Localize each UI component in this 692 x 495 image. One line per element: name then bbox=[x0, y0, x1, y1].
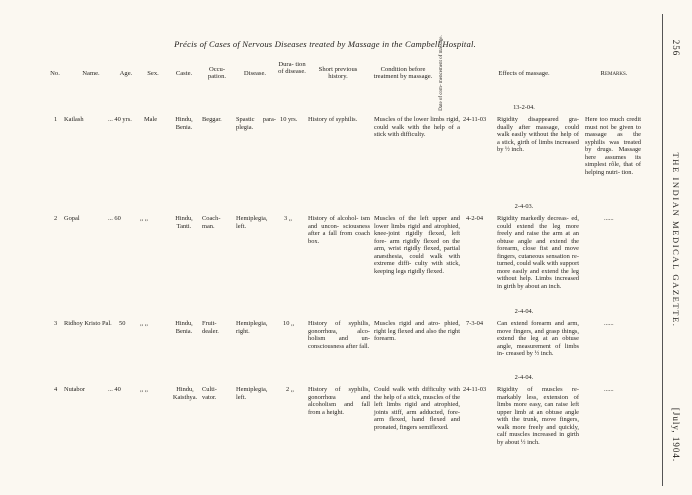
header-name: Name. bbox=[82, 70, 100, 77]
row-3-duration: 10 ,, bbox=[283, 320, 295, 327]
header-history: Short previous history. bbox=[318, 66, 358, 81]
header-caste: Caste. bbox=[175, 70, 193, 77]
row-2-remarks: ...... bbox=[604, 215, 614, 222]
row-4-sex: ,, ,, bbox=[140, 386, 148, 393]
row-1-duration: 10 yrs. bbox=[280, 116, 298, 123]
header-disease: Disease. bbox=[243, 70, 267, 77]
row-1-caste: Hindu, Benia. bbox=[175, 116, 193, 131]
row-1-effects: Rigidity disappeared gra- dually after massage, could walk easily without the help of a stick, girth of limbs increased by ½ inch. bbox=[497, 116, 579, 153]
page-number-wrap bbox=[670, 38, 682, 58]
header-age: Age. bbox=[119, 70, 133, 77]
row-2-name: Gopal bbox=[64, 215, 80, 222]
row-2-effects: Rigidity markedly decreas- ed, could extend the leg more freely and raise the arm at an obtuse angle and extend the forearm, close fist and move fingers, cutaneous sensation re- turned, could walk with support more easily and extend the leg without help. Limbs increased in girth by about an inch. bbox=[497, 215, 579, 290]
header-sex: Sex. bbox=[147, 70, 159, 77]
row-3-caste: Hindu, Benia. bbox=[175, 320, 193, 335]
row-1-condition: Muscles of the lower limbs rigid, could walk with the help of a stick with difficulty. bbox=[374, 116, 460, 138]
row-2-age: ... 60 bbox=[108, 215, 121, 222]
row-1-age: ... 40 yrs. bbox=[108, 116, 132, 123]
row-2-condition: Muscles of the left upper and lower limbs rigid and atrophied, knee-joint rigidly flexed, left fore- arm rigidly flexed on the arm, wrist rigidly flexed, partial anæsthesia, could walk with extreme diffi- culty with stick, keeping legs rigidly flexed. bbox=[374, 215, 460, 275]
header-no: No. bbox=[50, 70, 60, 77]
side-rule bbox=[662, 14, 663, 486]
row-4-age: ... 40 bbox=[108, 386, 121, 393]
row-3-name: Ridhoy Kristo Pal. bbox=[64, 320, 112, 327]
row-3-effects: Can extend forearm and arm, move fingers, and grasp things, extend the leg at an obtuse angle, measurement of limbs in- creased by ½ inch. bbox=[497, 320, 579, 357]
row-3-history: History of syphilis, gonorrhœa, alco- holism and un- consciousness after fall. bbox=[308, 320, 370, 350]
row-4-disease: Hemiplegia, left. bbox=[236, 386, 268, 401]
row-4-condition: Could walk with difficulty with the help of a stick, muscles of the left limbs rigid and atrophied, joints stiff, arm adducted, fore- arm flexed, hand flexed and pronated, fingers semiflexed. bbox=[374, 386, 460, 431]
row-4-date: 24-11-03 bbox=[463, 386, 487, 393]
row-4-no: 4 bbox=[54, 386, 58, 393]
row-1-occupation: Beggar. bbox=[202, 116, 222, 123]
header-remarks: Remarks. bbox=[600, 70, 628, 77]
header-occupation: Occu- pation. bbox=[207, 66, 227, 81]
row-4-history: History of syphilis, gonorrhœa and alcoholism and fall from a height. bbox=[308, 386, 370, 416]
header-date-commenced: Date of com- mencement of massage. bbox=[439, 35, 445, 111]
row-4-duration: 2 ,, bbox=[286, 386, 294, 393]
header-duration: Dura- tion of disease. bbox=[278, 61, 306, 76]
row-1-date: 24-11-03 bbox=[463, 116, 487, 123]
row-4-remarks: ...... bbox=[604, 386, 614, 393]
header-date-commenced-wrap bbox=[437, 35, 447, 111]
row-3-sex: ,, ,, bbox=[140, 320, 148, 327]
row-3-disease: Hemiplegia, right. bbox=[236, 320, 268, 335]
journal-title: THE INDIAN MEDICAL GAZETTE. bbox=[671, 152, 681, 328]
row-2-history: History of alcohol- ism and uncon- sciousness after a fall from coach box. bbox=[308, 215, 370, 245]
row-2-date: 4-2-04 bbox=[466, 215, 484, 222]
table-title: Précis of Cases of Nervous Diseases treated by Massage in the Campbell Hospital. bbox=[174, 39, 476, 49]
row-2-sex: ,, ,, bbox=[140, 215, 148, 222]
row-4-caste: Hindu, Kaisthya. bbox=[172, 386, 198, 401]
row-1-remarks: Here too much credit must not be given to massage as the syphilis was treated by drugs. Massage here assumes its simplest rôle, that of helping nutri- tion. bbox=[585, 116, 641, 176]
page-number: 256 bbox=[671, 39, 681, 57]
side-running-head bbox=[652, 0, 692, 495]
row-3-occupation: Fruit- dealer. bbox=[202, 320, 219, 335]
issue-date-wrap bbox=[670, 405, 682, 465]
row-1-name: Kailash bbox=[64, 116, 84, 123]
row-2-duration: 3 ,, bbox=[284, 215, 292, 222]
row-4-name: Nutabor bbox=[64, 386, 85, 393]
effect-date-2: 2-4-03. bbox=[514, 203, 534, 210]
row-2-disease: Hemiplegia, left. bbox=[236, 215, 268, 230]
row-1-history: History of syphilis. bbox=[308, 116, 358, 123]
row-3-condition: Muscles rigid and atro- phied, right leg flexed and also the right forearm. bbox=[374, 320, 460, 342]
header-condition: Condition before treatment by massage. bbox=[373, 66, 433, 81]
header-effects: Effects of massage. bbox=[498, 70, 550, 77]
journal-title-wrap bbox=[670, 152, 682, 328]
issue-date: [July, 1904. bbox=[671, 407, 681, 463]
row-1-sex: Male bbox=[144, 116, 158, 123]
row-3-date: 7-3-04 bbox=[466, 320, 484, 327]
row-3-age: 50 bbox=[119, 320, 126, 327]
effect-date-3: 2-4-04. bbox=[514, 308, 534, 315]
row-1-no: 1 bbox=[54, 116, 58, 123]
row-2-occupation: Coach- man. bbox=[202, 215, 221, 230]
row-2-no: 2 bbox=[54, 215, 58, 222]
row-3-no: 3 bbox=[54, 320, 58, 327]
effect-date-1: 13-2-04. bbox=[513, 104, 535, 111]
row-3-remarks: ...... bbox=[604, 320, 614, 327]
row-4-effects: Rigidity of muscles re- markably less, extension of limbs more easy, can raise left upper limb at an obtuse angle with the trunk, move fingers, walk more freely and quickly, calf muscles increased in girth by about ½ inch. bbox=[497, 386, 579, 446]
row-4-occupation: Culti- vator. bbox=[202, 386, 217, 401]
effect-date-4: 2-4-04. bbox=[514, 374, 534, 381]
row-2-caste: Hindu, Tanti. bbox=[175, 215, 193, 230]
row-1-disease: Spastic para- plegia. bbox=[236, 116, 276, 131]
